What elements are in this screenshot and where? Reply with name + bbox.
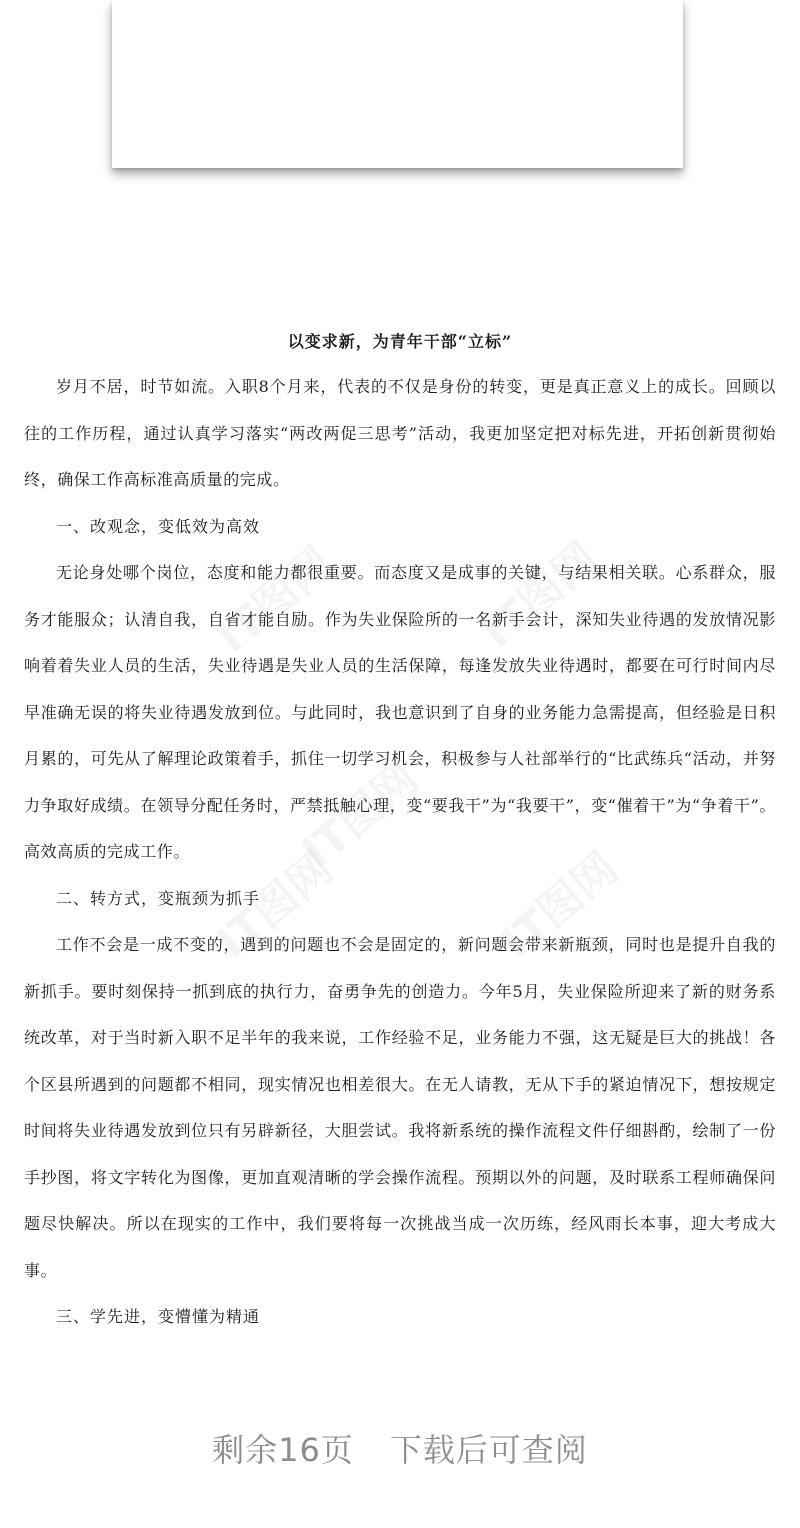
document-title: 以变求新，为青年干部“立标”	[287, 332, 513, 351]
document-body	[24, 324, 776, 1341]
section-heading: 二、转方式，变瓶颈为抓手	[56, 888, 261, 908]
intro-paragraph: 岁月不居，时节如流。入职8个月来，代表的不仅是身份的转变，更是真正意义上的成长。回顾以往的工作历程，通过认真学习落实“两改两促三思考”活动，我更加坚定把对标先进，开拓创新贯彻始终，确保工作高标准高质量的完成。	[24, 377, 776, 489]
remaining-pages-text: 剩余16页	[212, 1431, 354, 1469]
document-page-preview	[112, 0, 683, 168]
section-heading: 一、改观念，变低效为高效	[56, 516, 261, 536]
download-to-view-text: 下载后可查阅	[389, 1431, 588, 1469]
download-prompt[interactable]	[0, 1424, 800, 1476]
section-heading: 三、学先进，变懵懂为精通	[56, 1307, 261, 1326]
section-paragraph: 无论身处哪个岗位，态度和能力都很重要。而态度又是成事的关键，与结果相关联。心系群众，服务才能服众；认清自我，自省才能自励。作为失业保险所的一名新手会计，深知失业待遇的发放情况影响着着失业人员的生活，失业待遇是失业人员的生活保障，每逢发放失业待遇时，都要在可行时间内尽早准确无误的将失业待遇发放到位。与此同时，我也意识到了自身的业务能力急需提高，但经验是日积月累的，可先从了解理论政策着手，抓住一切学习机会，积极参与人社部举行的“比武练兵“活动，并努力争取好成绩。在领导分配任务时，严禁抵触心理，变“要我干”为“我要干”，变“催着干”为“争着干”。高效高质的完成工作。	[24, 563, 776, 861]
section-paragraph: 工作不会是一成不变的，遇到的问题也不会是固定的，新问题会带来新瓶颈，同时也是提升自我的新抓手。要时刻保持一抓到底的执行力，奋勇争先的创造力。今年5月，失业保险所迎来了新的财务系统改革，对于当时新入职不足半年的我来说，工作经验不足，业务能力不强，这无疑是巨大的挑战！各个区县所遇到的问题都不相同，现实情况也相差很大。在无人请教，无从下手的紧迫情况下，想按规定时间将失业待遇发放到位只有另辟新径，大胆尝试。我将新系统的操作流程文件仔细斟酌，绘制了一份手抄图，将文字转化为图像，更加直观清晰的学会操作流程。预期以外的问题，及时联系工程师确保问题尽快解决。所以在现实的工作中，我们要将每一次挑战当成一次历练，经风雨长本事，迎大考成大事。	[24, 935, 776, 1280]
